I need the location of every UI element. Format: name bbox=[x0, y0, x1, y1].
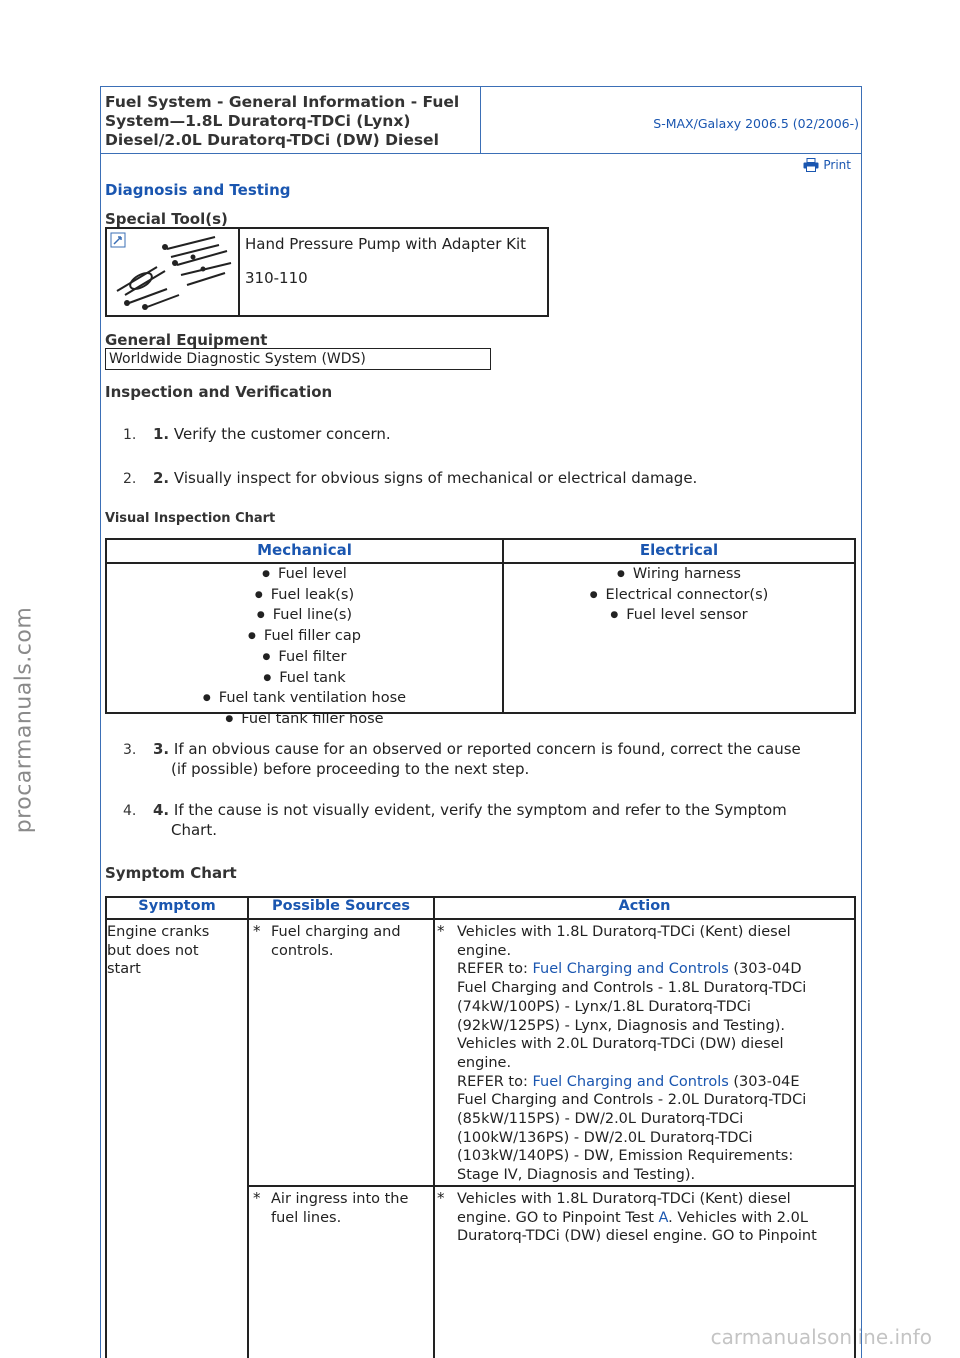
list-item: ● Fuel filler cap bbox=[107, 627, 502, 648]
action-text: (303-04E bbox=[728, 1073, 800, 1090]
step-text: If an obvious cause for an observed or reported concern is found, correct the cause bbox=[173, 740, 801, 758]
symptom-cell bbox=[107, 923, 245, 979]
symptom-chart-heading: Symptom Chart bbox=[105, 864, 237, 882]
tool-name: Hand Pressure Pump with Adapter Kit bbox=[245, 235, 527, 253]
list-item: ● Fuel leak(s) bbox=[107, 586, 502, 607]
symptom-header: Symptom bbox=[138, 898, 216, 914]
source-cell-1 bbox=[271, 923, 431, 960]
action-cell-1 bbox=[457, 923, 857, 1185]
side-watermark-text: procarmanuals.com bbox=[11, 606, 37, 834]
col-divider-2 bbox=[433, 898, 435, 1358]
symptom-line: Engine cranks bbox=[107, 924, 210, 940]
list-item: ● Fuel line(s) bbox=[107, 606, 502, 627]
visual-chart-heading: Visual Inspection Chart bbox=[105, 511, 276, 526]
list-item: ● Fuel level bbox=[107, 565, 502, 586]
action-line: Stage IV, Diagnosis and Testing). bbox=[457, 1167, 696, 1184]
refer-label: REFER to: bbox=[457, 961, 533, 978]
mechanical-list bbox=[107, 565, 502, 731]
general-equipment-heading: General Equipment bbox=[105, 331, 268, 349]
print-button[interactable] bbox=[803, 158, 851, 172]
bullet-star: * bbox=[437, 1189, 445, 1207]
symptom-table-header bbox=[107, 898, 854, 920]
tool-image[interactable] bbox=[107, 229, 240, 315]
row-divider bbox=[249, 1185, 854, 1187]
side-watermark bbox=[4, 0, 44, 1358]
list-item: ● Fuel tank bbox=[107, 669, 502, 690]
action-line: (92kW/125PS) - Lynx, Diagnosis and Testing). bbox=[457, 1017, 785, 1034]
mechanical-header: Mechanical bbox=[257, 541, 352, 559]
action-line bbox=[457, 960, 857, 979]
step-bold-number: 4. bbox=[153, 801, 170, 819]
fuel-charging-link-1[interactable]: Fuel Charging and Controls bbox=[532, 961, 729, 978]
pump-kit-illustration bbox=[107, 229, 238, 315]
step-bold-number: 1. bbox=[153, 425, 170, 443]
symptom-line: start bbox=[107, 961, 141, 978]
source-line: Fuel charging and bbox=[271, 924, 401, 940]
action-line bbox=[457, 1209, 857, 1228]
action-cell-2 bbox=[457, 1190, 857, 1246]
tool-number: 310-110 bbox=[245, 269, 308, 287]
action-line: (85kW/115PS) - DW/2.0L Duratorq-TDCi bbox=[457, 1111, 744, 1128]
page-header bbox=[101, 86, 861, 154]
action-line: Duratorq-TDCi (DW) diesel engine. GO to Pinpoint bbox=[457, 1228, 817, 1245]
source-line: controls. bbox=[271, 942, 334, 959]
bottom-watermark: carmanualsonline.info bbox=[710, 1325, 932, 1349]
step-text: Visually inspect for obvious signs of mechanical or electrical damage. bbox=[173, 469, 698, 487]
pinpoint-test-a-link[interactable]: A bbox=[658, 1209, 669, 1226]
step-text-cont: (if possible) before proceeding to the next step. bbox=[171, 760, 530, 778]
action-line: (103kW/140PS) - DW, Emission Requirements: bbox=[457, 1148, 794, 1165]
header-divider bbox=[480, 87, 481, 153]
special-tools-heading: Special Tool(s) bbox=[105, 210, 228, 228]
list-item: ● Wiring harness bbox=[504, 565, 854, 586]
page-title: Fuel System - General Information - Fuel System—1.8L Duratorq-TDCi (Lynx) Diesel/2.0L Duratorq-TDCi (DW) Diesel bbox=[105, 93, 460, 149]
action-line: Vehicles with 2.0L Duratorq-TDCi (DW) diesel bbox=[457, 1036, 784, 1053]
action-text: (303-04D bbox=[728, 961, 802, 978]
action-line: engine. bbox=[457, 942, 512, 959]
special-tool-table bbox=[105, 227, 549, 317]
refer-label: REFER to: bbox=[457, 1073, 533, 1090]
action-line: engine. bbox=[457, 1054, 512, 1071]
action-line: Fuel Charging and Controls - 1.8L Duratorq-TDCi bbox=[457, 980, 807, 997]
list-item: ● Electrical connector(s) bbox=[504, 586, 854, 607]
diagnosis-heading: Diagnosis and Testing bbox=[105, 181, 291, 199]
step-text-cont: Chart. bbox=[171, 821, 217, 839]
symptom-line: but does not bbox=[107, 942, 199, 959]
bullet-star: * bbox=[437, 922, 445, 940]
list-item: ● Fuel filter bbox=[107, 648, 502, 669]
list-item: ● Fuel tank ventilation hose bbox=[107, 689, 502, 710]
printer-icon bbox=[803, 158, 819, 172]
equipment-cell: Worldwide Diagnostic System (WDS) bbox=[105, 348, 491, 370]
source-line: Air ingress into the bbox=[271, 1191, 409, 1207]
source-cell-2 bbox=[271, 1190, 431, 1227]
bullet-star: * bbox=[253, 1189, 261, 1207]
source-line: fuel lines. bbox=[271, 1209, 342, 1226]
fuel-charging-link-2[interactable]: Fuel Charging and Controls bbox=[532, 1073, 729, 1090]
print-label: Print bbox=[823, 158, 851, 172]
step-number: 2. bbox=[123, 471, 137, 487]
action-line: Vehicles with 1.8L Duratorq-TDCi (Kent) diesel bbox=[457, 1191, 791, 1207]
model-label: S-MAX/Galaxy 2006.5 (02/2006-) bbox=[653, 116, 859, 131]
action-text: . Vehicles with 2.0L bbox=[668, 1209, 808, 1226]
electrical-list bbox=[504, 565, 854, 627]
action-line: Vehicles with 1.8L Duratorq-TDCi (Kent) diesel bbox=[457, 924, 791, 940]
step-number: 1. bbox=[123, 427, 137, 443]
action-line: Fuel Charging and Controls - 2.0L Duratorq-TDCi bbox=[457, 1092, 807, 1109]
symptom-table bbox=[105, 896, 856, 1358]
visual-inspection-table bbox=[105, 538, 856, 727]
list-item: ● Fuel tank filler hose bbox=[107, 710, 502, 731]
action-line bbox=[457, 1073, 857, 1092]
action-line: (100kW/136PS) - DW/2.0L Duratorq-TDCi bbox=[457, 1129, 753, 1146]
step-number: 4. bbox=[123, 803, 137, 819]
step-number: 3. bbox=[123, 742, 137, 758]
electrical-header: Electrical bbox=[639, 541, 719, 559]
action-header: Action bbox=[618, 898, 671, 914]
visual-table-header bbox=[107, 540, 854, 564]
manual-page bbox=[100, 86, 862, 1358]
action-text: engine. GO to Pinpoint Test bbox=[457, 1209, 659, 1226]
step-bold-number: 3. bbox=[153, 740, 170, 758]
step-text: If the cause is not visually evident, verify the symptom and refer to the Symptom bbox=[173, 801, 787, 819]
list-item: ● Fuel level sensor bbox=[504, 606, 854, 627]
bullet-star: * bbox=[253, 922, 261, 940]
step-bold-number: 2. bbox=[153, 469, 170, 487]
possible-sources-header: Possible Sources bbox=[272, 898, 410, 914]
inspection-heading: Inspection and Verification bbox=[105, 383, 333, 401]
col-divider-1 bbox=[247, 898, 249, 1358]
action-line: (74kW/100PS) - Lynx/1.8L Duratorq-TDCi bbox=[457, 998, 751, 1015]
step-text: Verify the customer concern. bbox=[173, 425, 391, 443]
